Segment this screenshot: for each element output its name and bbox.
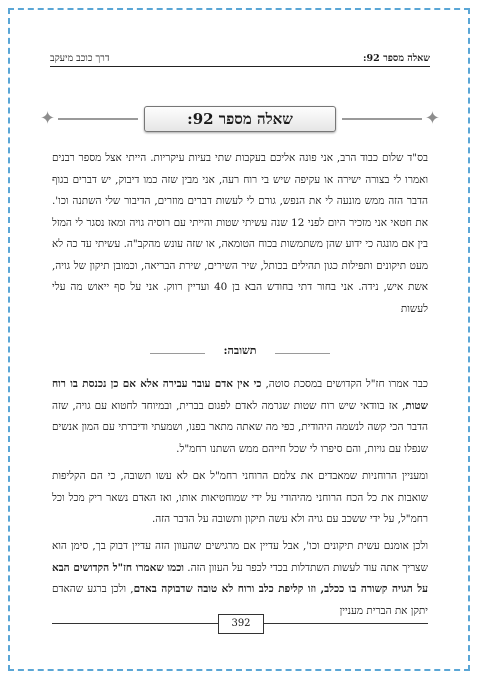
ornament-line <box>275 353 330 354</box>
page-number: 392 <box>218 614 264 634</box>
answer-label: תשובה: <box>223 344 257 357</box>
question-text: בס"ד שלום כבוד הרב, אני פונה אליכם בעקבות שתי בעיות עיקריות. הייתי אצל מספר רבנים ואמרו לי בצורה ישירה או עקיפה שיש בי רוח רעה, אני מבין שזה כמו דיבוק, יש דברים בגוף הדבר הזה ממש מונעה לי את הנפש, גורם לי לעשות דברים מוזרים, הדיבור שלי השתנה וכו'. את חטאי אני מזכיר היום לפני 12 שנה עשיתי שטות והייתי עם רוסיה גויה ומאז נסגר לי המזל בין אם מונגה כי ידוע שהן משתמשות בכוח הטומאה, או שזה עונש מהקב"ה. עשיתי עד כה לא מעט תיקונים ותפילות כגון תהילים בכותל, שיר השירים, שירת הבריאה, וכמובן תיקון של גויה, אשת איש, נידה. אני בחור דתי בחודש הבא בן 40 ועדיין רווק. אני על סף ייאוש מה עלי לעשות <box>52 152 428 315</box>
ornament-line <box>58 118 138 120</box>
answer-paragraph: ומעניין הרוחניות שמאבדים את צלמם הרוחני רחמ"ל אם לא עשו תשובה, כי הם הקליפות שואבות את כל הכח הרוחני מהיהודי על ידי שמוחטיאות אותו, ואז האדם נשאר ריק מכל וכל רחמ"ל, על ידי ששכב עם גויה ולא עשה תיקון ותשובה על הדבר הזה. <box>52 470 428 525</box>
ornament-line <box>342 118 422 120</box>
answer-heading <box>150 342 330 364</box>
answer-paragraph <box>52 374 428 460</box>
header-section-title: שאלה מספר 92: <box>363 53 430 64</box>
title-ornament <box>40 106 440 132</box>
star-ornament-icon: ✦ <box>424 108 440 129</box>
question-title: שאלה מספר 92: <box>144 106 336 132</box>
ornament-line <box>150 353 205 354</box>
header-book-title: דרך כוכב מיעקב <box>50 53 110 64</box>
answer-text: ולכן אומנם עשית תיקונים וכו', אבל עדיין אם מרגישים שהעוון הזה עדיין דבוק בך, סימן הוא שצריך אתה עוד לעשות השתדלות בכדי לכפר על העוון הזה. <box>52 540 428 574</box>
running-header <box>50 46 430 64</box>
answer-text: כבר אמרו חז"ל הקדושים במסכת סוטה, <box>261 378 428 390</box>
star-ornament-icon: ✦ <box>40 108 56 129</box>
answer-bold-quote: כי אין אדם עובר עבירה אלא אם כן נכנסת בו רוח שטות <box>52 378 428 412</box>
header-rule <box>50 66 430 67</box>
answer-text: , אז בוודאי שיש רוח שטות שגרמה לאדם לפגום בברית, ובמיוחד לחטוא עם גויה, שזה הדבר הכי קשה לנשמה היהודית, כפי מה שאתה מתאר בפנו, ושמעתי ודיברתי עם המון אנשים שנפלו עם גויות, והם סיפרו לי שכל חייהם ממש השתנו רחמ"ל. <box>52 399 428 455</box>
answer-text: , ולכן ברגע שהאדם יתקן את הברית מעניין <box>52 583 428 617</box>
answer-paragraph <box>52 536 428 622</box>
answer-bold-quote: וכמו שאמרו חז"ל הקדושים הבא על הגויה קשורה בו ככלב, וזו קליפת כלב ורוח לא טובה שדבוקה באדם <box>52 561 428 595</box>
